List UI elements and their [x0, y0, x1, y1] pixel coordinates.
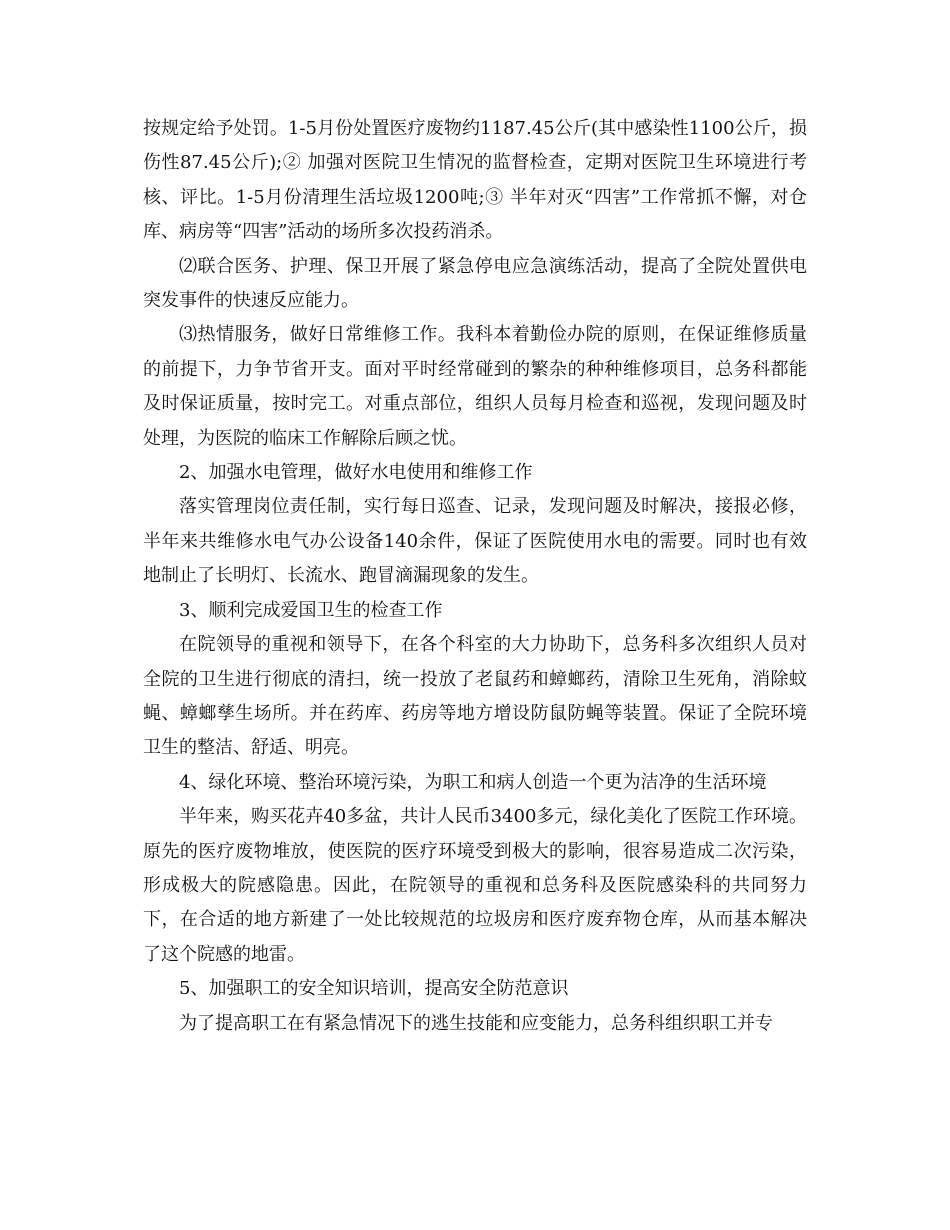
paragraph-water-electricity: 落实管理岗位责任制，实行每日巡查、记录，发现问题及时解决，接报必修，半年来共维修水电气办公设备140余件，保证了医院使用水电的需要。同时也有效地制止了长明灯、长流水、跑冒滴漏现象的发生。 [143, 496, 807, 587]
paragraph-patriotic-health: 在院领导的重视和领导下，在各个科室的大力协助下，总务科多次组织人员对全院的卫生进行彻底的清扫，统一投放了老鼠药和蟑螂药，清除卫生死角，消除蚊蝇、蟑螂孳生场所。并在药库、药房等地方增设防鼠防蝇等装置。保证了全院环境卫生的整洁、舒适、明亮。 [143, 634, 807, 759]
paragraph-power-drill: ⑵联合医务、护理、保卫开展了紧急停电应急演练活动，提高了全院处置供电突发事件的快速反应能力。 [143, 255, 807, 312]
paragraph-medical-waste: 按规定给予处罚。1-5月份处置医疗废物约1187.45公斤(其中感染性1100公斤，损伤性87.45公斤);② 加强对医院卫生情况的监督检查，定期对医院卫生环境进行考核、评比。1-5月份清理生活垃圾1200吨;③ 半年对灭“四害”工作常抓不懈，对仓库、病房等“四害”活动的场所多次投药消杀。 [143, 118, 807, 243]
paragraph-safety-training: 为了提高职工在有紧急情况下的逃生技能和应变能力，总务科组织职工并专 [179, 1012, 773, 1034]
document-body [143, 112, 807, 1041]
paragraph-maintenance: ⑶热情服务，做好日常维修工作。我科本着勤俭办院的原则，在保证维修质量的前提下，力争节省开支。面对平时经常碰到的繁杂的种种维修项目，总务科都能及时保证质量，按时完工。对重点部位，组织人员每月检查和巡视，发现问题及时处理，为医院的临床工作解除后顾之忧。 [143, 324, 807, 449]
heading-patriotic-health: 3、顺利完成爱国卫生的检查工作 [179, 599, 443, 621]
heading-greening: 4、绿化环境、整治环境污染，为职工和病人创造一个更为洁净的生活环境 [179, 771, 767, 793]
heading-safety-training: 5、加强职工的安全知识培训，提高安全防范意识 [179, 978, 569, 1000]
heading-water-electricity: 2、加强水电管理，做好水电使用和维修工作 [179, 462, 533, 484]
paragraph-greening: 半年来，购买花卉40多盆，共计人民币3400多元，绿化美化了医院工作环境。原先的医疗废物堆放，使医院的医疗环境受到极大的影响，很容易造成二次污染，形成极大的院感隐患。因此，在院领导的重视和总务科及医院感染科的共同努力下，在合适的地方新建了一处比较规范的垃圾房和医疗废弃物仓库，从而基本解决了这个院感的地雷。 [143, 806, 807, 965]
